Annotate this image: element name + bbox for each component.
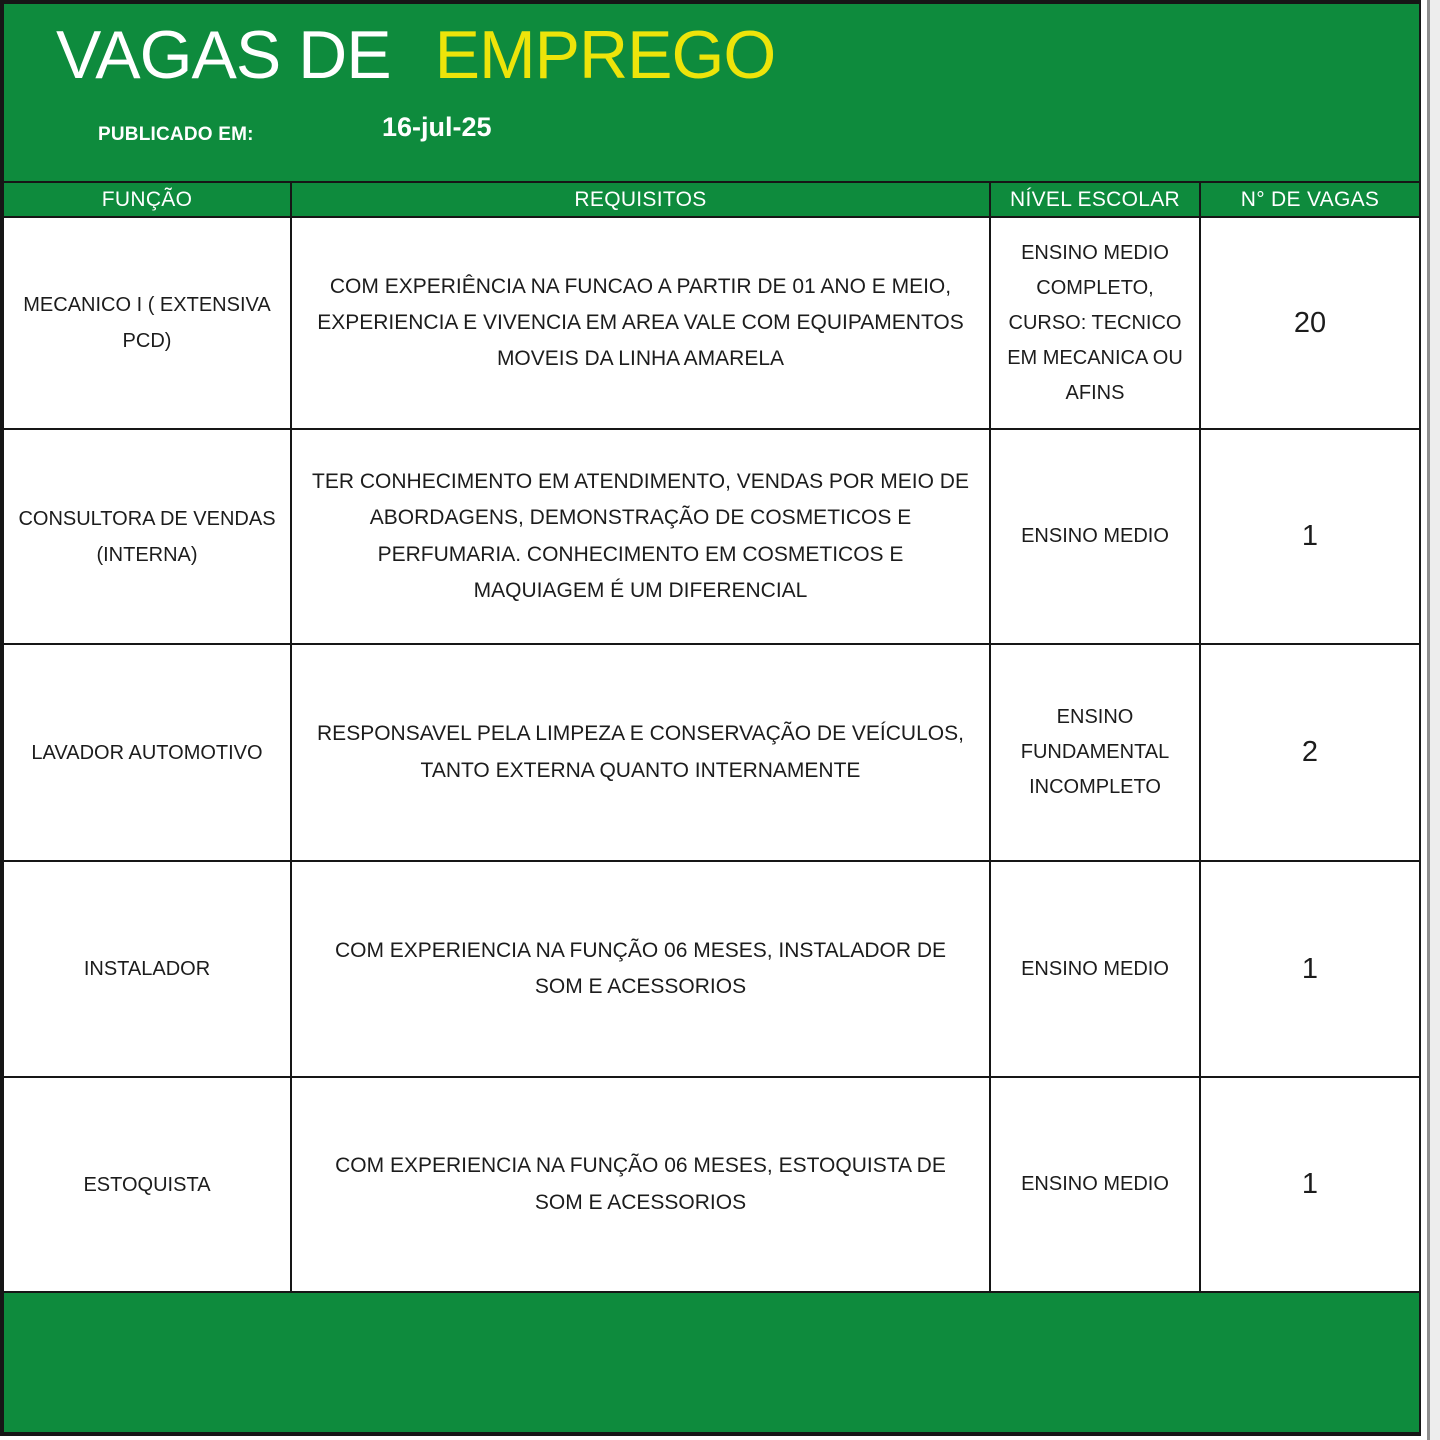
cell-vagas: 2 (1201, 645, 1419, 862)
cell-requisitos: TER CONHECIMENTO EM ATENDIMENTO, VENDAS POR MEIO DE ABORDAGENS, DEMONSTRAÇÃO DE COSMETICOS E PERFUMARIA. CONHECIMENTO EM COSMETICOS E MAQUIAGEM É UM DIFERENCIAL (292, 430, 991, 645)
page-title (56, 17, 776, 93)
page-edge-margin (1421, 0, 1440, 1440)
page-title-white: VAGAS DE (56, 17, 391, 93)
page-edge-line (1427, 0, 1430, 1440)
page-title-yellow: EMPREGO (434, 17, 776, 93)
cell-requisitos: COM EXPERIENCIA NA FUNÇÃO 06 MESES, INSTALADOR DE SOM E ACESSORIOS (292, 862, 991, 1078)
column-header-funcao: FUNÇÃO (4, 183, 292, 218)
cell-vagas: 1 (1201, 1078, 1419, 1293)
cell-funcao: INSTALADOR (4, 862, 292, 1078)
cell-vagas: 1 (1201, 430, 1419, 645)
masthead (0, 0, 1422, 183)
cell-requisitos: COM EXPERIENCIA NA FUNÇÃO 06 MESES, ESTOQUISTA DE SOM E ACESSORIOS (292, 1078, 991, 1293)
cell-nivel-escolar: ENSINO MEDIO COMPLETO, CURSO: TECNICO EM MECANICA OU AFINS (991, 218, 1201, 430)
cell-nivel-escolar: ENSINO MEDIO (991, 1078, 1201, 1293)
cell-nivel-escolar: ENSINO MEDIO (991, 430, 1201, 645)
cell-funcao: LAVADOR AUTOMOTIVO (4, 645, 292, 862)
column-header-n-de-vagas: N° DE VAGAS (1201, 183, 1419, 218)
cell-requisitos: RESPONSAVEL PELA LIMPEZA E CONSERVAÇÃO DE VEÍCULOS, TANTO EXTERNA QUANTO INTERNAMENTE (292, 645, 991, 862)
cell-funcao: MECANICO I ( EXTENSIVA PCD) (4, 218, 292, 430)
cell-vagas: 20 (1201, 218, 1419, 430)
jobs-table (0, 183, 1422, 1293)
cell-nivel-escolar: ENSINO MEDIO (991, 862, 1201, 1078)
published-date: 16-jul-25 (382, 112, 492, 142)
column-header-requisitos: REQUISITOS (292, 183, 991, 218)
column-header-nivel-escolar: NÍVEL ESCOLAR (991, 183, 1201, 218)
published-label: PUBLICADO EM: (98, 124, 254, 145)
cell-requisitos: COM EXPERIÊNCIA NA FUNCAO A PARTIR DE 01 ANO E MEIO, EXPERIENCIA E VIVENCIA EM AREA VALE COM EQUIPAMENTOS MOVEIS DA LINHA AMARELA (292, 218, 991, 430)
cell-vagas: 1 (1201, 862, 1419, 1078)
cell-nivel-escolar: ENSINO FUNDAMENTAL INCOMPLETO (991, 645, 1201, 862)
cell-funcao: ESTOQUISTA (4, 1078, 292, 1293)
footer-band (0, 1293, 1422, 1436)
cell-funcao: CONSULTORA DE VENDAS (INTERNA) (4, 430, 292, 645)
page-edge-fill (1430, 0, 1440, 1440)
